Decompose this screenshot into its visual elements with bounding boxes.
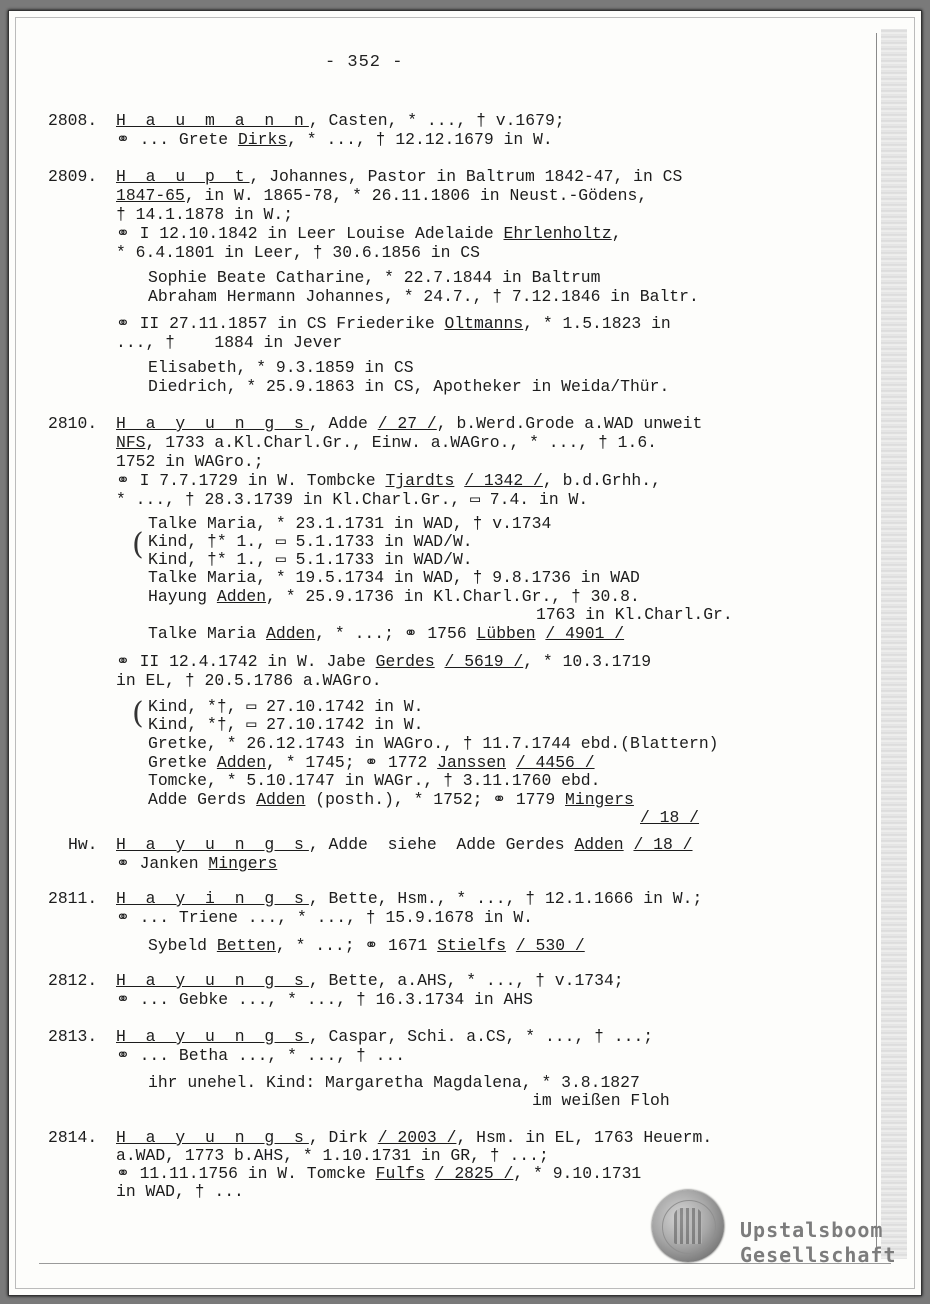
cross-reference: / 530 /	[515, 936, 585, 955]
entry-line: ⚭ I 7.7.1729 in W. Tombcke Tjardts / 1342 /, b.d.Grhh.,	[116, 471, 661, 490]
society-seal-logo	[652, 1190, 724, 1262]
entry-number: 2813.	[48, 1027, 98, 1046]
entry-line: H a y u n g s, Bette, a.AHS, * ..., † v.1734;	[116, 971, 624, 990]
entry-number: 2814.	[48, 1128, 98, 1147]
entry-number: 2812.	[48, 971, 98, 990]
child-line: 1763 in Kl.Charl.Gr.	[536, 605, 733, 624]
child-line: Gretke Adden, * 1745; ⚭ 1772 Janssen / 4456 /	[148, 753, 595, 772]
entry-line: in EL, † 20.5.1786 a.WAGro.	[116, 671, 382, 690]
child-line: Kind, †* 1., ▭ 5.1.1733 in WAD/W.	[148, 550, 473, 569]
cross-reference: / 27 /	[377, 414, 437, 433]
child-line: Hayung Adden, * 25.9.1736 in Kl.Charl.Gr., † 30.8.	[148, 587, 640, 606]
child-line: ihr unehel. Kind: Margaretha Magdalena, * 3.8.1827	[148, 1073, 640, 1092]
entry-line: NFS, 1733 a.Kl.Charl.Gr., Einw. a.WAGro., * ..., † 1.6.	[116, 433, 657, 452]
spouse-name: Mingers	[208, 854, 278, 873]
spouse-name: Ehrlenholtz	[503, 224, 612, 243]
surname: H a y u n g s	[116, 414, 309, 433]
child-line: Kind, †* 1., ▭ 5.1.1733 in WAD/W.	[148, 532, 473, 551]
child-line: Sybeld Betten, * ...; ⚭ 1671 Stielfs / 530 /	[148, 936, 585, 955]
entry-line: ⚭ ... Betha ..., * ..., † ...	[116, 1046, 406, 1065]
twin-bracket: (	[132, 527, 144, 562]
entry-number: 2811.	[48, 889, 98, 908]
surname: H a y u n g s	[116, 1128, 309, 1147]
child-line: Kind, *†, ▭ 27.10.1742 in W.	[148, 715, 424, 734]
entry-line: ⚭ Janken Mingers	[116, 854, 278, 873]
spouse-name: Gerdes	[375, 652, 435, 671]
scan-edge-line	[876, 33, 877, 1253]
brand-line-1: Upstalsboom	[740, 1218, 884, 1242]
entry-line: a.WAD, 1773 b.AHS, * 1.10.1731 in GR, † ...;	[116, 1146, 549, 1165]
entry-line: H a u p t, Johannes, Pastor in Baltrum 1842-47, in CS	[116, 167, 683, 186]
page-number: - 352 -	[325, 53, 404, 72]
surname: H a y i n g s	[116, 889, 309, 908]
child-line: Talke Maria, * 23.1.1731 in WAD, † v.1734	[148, 514, 552, 533]
entry-line: * 6.4.1801 in Leer, † 30.6.1856 in CS	[116, 243, 480, 262]
cross-reference: / 4901 /	[545, 624, 625, 643]
child-line: Kind, *†, ▭ 27.10.1742 in W.	[148, 697, 424, 716]
spouse-name: Oltmanns	[444, 314, 524, 333]
child-line: Diedrich, * 25.9.1863 in CS, Apotheker in Weida/Thür.	[148, 377, 670, 396]
entry-line: ⚭ ... Gebke ..., * ..., † 16.3.1734 in AHS	[116, 990, 534, 1009]
child-line: Adde Gerds Adden (posth.), * 1752; ⚭ 1779 Mingers	[148, 790, 634, 809]
entry-line: ⚭ ... Triene ..., * ..., † 15.9.1678 in W.	[116, 908, 534, 927]
entry-number: 2810.	[48, 414, 98, 433]
entry-line: † 14.1.1878 in W.;	[116, 205, 294, 224]
cross-reference: / 1342 /	[464, 471, 543, 490]
child-line: im weißen Floh	[532, 1091, 670, 1110]
entry-line: * ..., † 28.3.1739 in Kl.Charl.Gr., ▭ 7.4. in W.	[116, 490, 589, 509]
entry-line: ⚭ ... Grete Dirks, * ..., † 12.12.1679 in W.	[116, 130, 553, 149]
surname: H a u m a n n	[116, 111, 309, 130]
surname: H a y u n g s	[116, 971, 309, 990]
child-line: Elisabeth, * 9.3.1859 in CS	[148, 358, 414, 377]
entry-line: H a u m a n n, Casten, * ..., † v.1679;	[116, 111, 565, 130]
child-line: Tomcke, * 5.10.1747 in WAGr., † 3.11.1760 ebd.	[148, 771, 601, 790]
child-line: Talke Maria, * 19.5.1734 in WAD, † 9.8.1736 in WAD	[148, 568, 640, 587]
child-line: Abraham Hermann Johannes, * 24.7., † 7.12.1846 in Baltr.	[148, 287, 699, 306]
child-line: Talke Maria Adden, * ...; ⚭ 1756 Lübben / 4901 /	[148, 624, 625, 643]
cross-reference: / 4456 /	[515, 753, 595, 772]
spouse-name: Fulfs	[375, 1164, 425, 1183]
entry-line: 1847-65, in W. 1865-78, * 26.11.1806 in Neust.-Gödens,	[116, 186, 648, 205]
entry-line: H a y i n g s, Bette, Hsm., * ..., † 12.1.1666 in W.;	[116, 889, 703, 908]
spouse-name: Dirks	[237, 130, 288, 149]
entry-line: H a y u n g s, Dirk / 2003 /, Hsm. in EL, 1763 Heuerm.	[116, 1128, 713, 1147]
child-line: Gretke, * 26.12.1743 in WAGro., † 11.7.1744 ebd.(Blattern)	[148, 734, 719, 753]
entry-line: 1752 in WAGro.;	[116, 452, 264, 471]
entry-line: H a y u n g s, Caspar, Schi. a.CS, * ..., † ...;	[116, 1027, 654, 1046]
seal-figures	[674, 1208, 702, 1244]
entry-number: 2808.	[48, 111, 98, 130]
brand-line-2: Gesellschaft	[740, 1243, 897, 1267]
entry-number: Hw.	[68, 835, 98, 854]
cross-reference: / 2003 /	[377, 1128, 457, 1147]
cross-reference: / 5619 /	[444, 652, 524, 671]
entry-line: ⚭ I 12.10.1842 in Leer Louise Adelaide Ehrlenholtz,	[116, 224, 622, 243]
entry-line: ..., † 1884 in Jever	[116, 333, 343, 352]
spouse-name: Tjardts	[385, 471, 455, 490]
surname: H a y u n g s	[116, 1027, 309, 1046]
surname: H a y u n g s	[116, 835, 309, 854]
entry-number: 2809.	[48, 167, 98, 186]
entry-line: ⚭ II 12.4.1742 in W. Jabe Gerdes / 5619 /, * 10.3.1719	[116, 652, 652, 671]
entry-line: H a y u n g s, Adde / 27 /, b.Werd.Grode a.WAD unweit	[116, 414, 703, 433]
entry-line: ⚭ 11.11.1756 in W. Tomcke Fulfs / 2825 /, * 9.10.1731	[116, 1164, 642, 1183]
cross-reference: / 2825 /	[434, 1164, 514, 1183]
entry-line: ⚭ II 27.11.1857 in CS Friederike Oltmanns, * 1.5.1823 in	[116, 314, 671, 333]
twin-bracket: (	[132, 696, 144, 731]
surname: H a u p t	[116, 167, 250, 186]
cross-reference: / 18 /	[633, 835, 693, 854]
entry-line: in WAD, † ...	[116, 1182, 244, 1201]
child-line: Sophie Beate Catharine, * 22.7.1844 in Baltrum	[148, 268, 601, 287]
cross-reference: / 18 /	[640, 808, 700, 827]
scan-edge-artifact	[881, 29, 907, 1259]
entry-line: H a y u n g s, Adde siehe Adde Gerdes Adden / 18 /	[116, 835, 693, 854]
